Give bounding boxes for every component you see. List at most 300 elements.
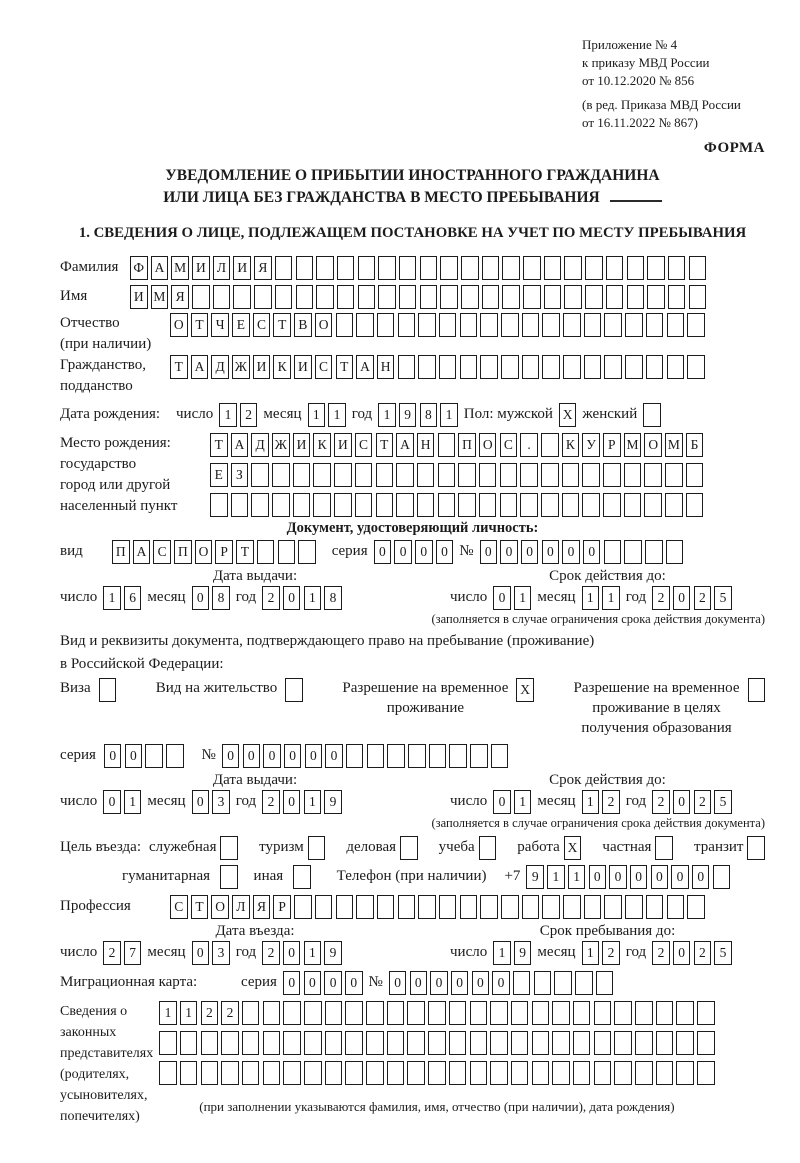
char-box[interactable]: 0	[125, 744, 143, 768]
char-box[interactable]	[594, 1061, 612, 1085]
char-box[interactable]	[747, 836, 765, 860]
char-box[interactable]	[697, 1031, 715, 1055]
char-box[interactable]	[604, 540, 622, 564]
char-box[interactable]	[647, 285, 665, 309]
char-box[interactable]: К	[562, 433, 580, 457]
char-box[interactable]: 1	[159, 1001, 177, 1025]
char-box[interactable]: 0	[589, 865, 607, 889]
char-box[interactable]	[502, 256, 520, 280]
char-box[interactable]	[220, 836, 238, 860]
char-box[interactable]	[748, 678, 766, 702]
char-box[interactable]: 0	[493, 790, 511, 814]
char-box[interactable]: 0	[283, 941, 301, 965]
char-box[interactable]	[304, 1061, 322, 1085]
char-box[interactable]	[398, 895, 416, 919]
char-box[interactable]	[482, 256, 500, 280]
char-box[interactable]	[667, 895, 685, 919]
char-box[interactable]	[563, 313, 581, 337]
char-box[interactable]: С	[500, 433, 518, 457]
char-box[interactable]	[334, 493, 352, 517]
char-box[interactable]	[584, 355, 602, 379]
char-box[interactable]	[645, 540, 663, 564]
char-box[interactable]: 0	[583, 540, 601, 564]
char-box[interactable]	[337, 256, 355, 280]
char-box[interactable]	[221, 1031, 239, 1055]
char-box[interactable]	[479, 493, 497, 517]
char-box[interactable]: 0	[436, 540, 454, 564]
char-box[interactable]	[544, 285, 562, 309]
char-box[interactable]	[439, 313, 457, 337]
char-box[interactable]: 0	[492, 971, 510, 995]
char-box[interactable]: 9	[324, 790, 342, 814]
char-box[interactable]	[334, 463, 352, 487]
char-box[interactable]	[308, 836, 326, 860]
char-box[interactable]	[180, 1061, 198, 1085]
char-box[interactable]	[520, 493, 538, 517]
char-box[interactable]: Е	[232, 313, 250, 337]
char-box[interactable]	[159, 1061, 177, 1085]
char-box[interactable]	[460, 895, 478, 919]
char-box[interactable]: 2	[103, 941, 121, 965]
char-box[interactable]	[573, 1031, 591, 1055]
char-box[interactable]	[458, 463, 476, 487]
char-box[interactable]	[166, 744, 184, 768]
char-box[interactable]	[490, 1061, 508, 1085]
char-box[interactable]	[490, 1031, 508, 1055]
char-box[interactable]	[584, 895, 602, 919]
char-box[interactable]	[594, 1031, 612, 1055]
char-box[interactable]: 2	[694, 586, 712, 610]
char-box[interactable]: 0	[103, 790, 121, 814]
char-box[interactable]	[563, 355, 581, 379]
char-box[interactable]: 9	[399, 403, 417, 427]
char-box[interactable]: 0	[104, 744, 122, 768]
char-box[interactable]: С	[170, 895, 188, 919]
char-box[interactable]	[242, 1031, 260, 1055]
char-box[interactable]: 0	[500, 540, 518, 564]
char-box[interactable]	[213, 285, 231, 309]
char-box[interactable]	[646, 313, 664, 337]
char-box[interactable]	[387, 1061, 405, 1085]
char-box[interactable]	[643, 403, 661, 427]
char-box[interactable]: И	[293, 433, 311, 457]
char-box[interactable]	[635, 1001, 653, 1025]
char-box[interactable]	[418, 313, 436, 337]
char-box[interactable]	[511, 1061, 529, 1085]
char-box[interactable]	[251, 493, 269, 517]
char-box[interactable]	[647, 256, 665, 280]
char-box[interactable]: И	[192, 256, 210, 280]
char-box[interactable]	[625, 313, 643, 337]
char-box[interactable]	[461, 285, 479, 309]
char-box[interactable]	[646, 355, 664, 379]
char-box[interactable]	[336, 895, 354, 919]
char-box[interactable]	[500, 493, 518, 517]
char-box[interactable]	[522, 313, 540, 337]
char-box[interactable]	[325, 1061, 343, 1085]
char-box[interactable]	[180, 1031, 198, 1055]
char-box[interactable]	[304, 1001, 322, 1025]
char-box[interactable]	[336, 313, 354, 337]
char-box[interactable]	[666, 540, 684, 564]
char-box[interactable]: X	[564, 836, 582, 860]
char-box[interactable]	[283, 1031, 301, 1055]
char-box[interactable]: Н	[377, 355, 395, 379]
char-box[interactable]: О	[195, 540, 213, 564]
char-box[interactable]: 3	[212, 941, 230, 965]
char-box[interactable]: 0	[345, 971, 363, 995]
char-box[interactable]	[562, 463, 580, 487]
char-box[interactable]	[480, 895, 498, 919]
char-box[interactable]	[562, 493, 580, 517]
char-box[interactable]: 1	[304, 586, 322, 610]
char-box[interactable]	[377, 313, 395, 337]
char-box[interactable]	[449, 744, 467, 768]
char-box[interactable]	[624, 493, 642, 517]
char-box[interactable]: 1	[582, 941, 600, 965]
char-box[interactable]: Т	[273, 313, 291, 337]
char-box[interactable]	[646, 895, 664, 919]
char-box[interactable]	[606, 256, 624, 280]
char-box[interactable]	[676, 1001, 694, 1025]
char-box[interactable]	[399, 285, 417, 309]
char-box[interactable]	[275, 256, 293, 280]
char-box[interactable]	[575, 971, 593, 995]
char-box[interactable]	[687, 895, 705, 919]
char-box[interactable]	[656, 1031, 674, 1055]
char-box[interactable]: 2	[694, 941, 712, 965]
char-box[interactable]	[502, 285, 520, 309]
char-box[interactable]	[313, 493, 331, 517]
char-box[interactable]	[355, 493, 373, 517]
char-box[interactable]	[337, 285, 355, 309]
char-box[interactable]	[554, 971, 572, 995]
char-box[interactable]: О	[170, 313, 188, 337]
char-box[interactable]: Т	[191, 313, 209, 337]
char-box[interactable]: Р	[215, 540, 233, 564]
char-box[interactable]: Т	[191, 895, 209, 919]
char-box[interactable]: М	[151, 285, 169, 309]
char-box[interactable]	[316, 256, 334, 280]
char-box[interactable]: А	[133, 540, 151, 564]
char-box[interactable]	[563, 895, 581, 919]
char-box[interactable]: М	[665, 433, 683, 457]
char-box[interactable]	[263, 1031, 281, 1055]
char-box[interactable]	[417, 493, 435, 517]
char-box[interactable]	[293, 493, 311, 517]
char-box[interactable]: 0	[493, 586, 511, 610]
char-box[interactable]	[272, 463, 290, 487]
char-box[interactable]: К	[273, 355, 291, 379]
char-box[interactable]	[667, 313, 685, 337]
char-box[interactable]: 1	[103, 586, 121, 610]
char-box[interactable]	[552, 1031, 570, 1055]
char-box[interactable]	[585, 256, 603, 280]
char-box[interactable]	[275, 285, 293, 309]
char-box[interactable]	[482, 285, 500, 309]
char-box[interactable]: В	[294, 313, 312, 337]
char-box[interactable]: У	[582, 433, 600, 457]
char-box[interactable]	[676, 1031, 694, 1055]
char-box[interactable]: 0	[609, 865, 627, 889]
char-box[interactable]	[242, 1061, 260, 1085]
char-box[interactable]: 1	[440, 403, 458, 427]
char-box[interactable]: 0	[324, 971, 342, 995]
char-box[interactable]: 0	[284, 744, 302, 768]
char-box[interactable]	[396, 463, 414, 487]
char-box[interactable]	[438, 433, 456, 457]
char-box[interactable]: А	[396, 433, 414, 457]
char-box[interactable]	[440, 256, 458, 280]
char-box[interactable]	[263, 1061, 281, 1085]
char-box[interactable]	[428, 1031, 446, 1055]
char-box[interactable]	[315, 895, 333, 919]
char-box[interactable]	[541, 433, 559, 457]
char-box[interactable]: Я	[254, 256, 272, 280]
char-box[interactable]: 9	[514, 941, 532, 965]
char-box[interactable]: О	[211, 895, 229, 919]
char-box[interactable]	[460, 355, 478, 379]
char-box[interactable]: 1	[180, 1001, 198, 1025]
char-box[interactable]: С	[153, 540, 171, 564]
char-box[interactable]: 8	[324, 586, 342, 610]
char-box[interactable]	[420, 256, 438, 280]
char-box[interactable]: 0	[630, 865, 648, 889]
char-box[interactable]	[627, 285, 645, 309]
char-box[interactable]	[585, 285, 603, 309]
char-box[interactable]: X	[516, 678, 534, 702]
char-box[interactable]: Ж	[272, 433, 290, 457]
char-box[interactable]	[439, 895, 457, 919]
char-box[interactable]	[378, 256, 396, 280]
char-box[interactable]	[604, 895, 622, 919]
char-box[interactable]	[407, 1001, 425, 1025]
char-box[interactable]	[242, 1001, 260, 1025]
char-box[interactable]	[145, 744, 163, 768]
char-box[interactable]: 5	[714, 941, 732, 965]
char-box[interactable]: 0	[671, 865, 689, 889]
char-box[interactable]: С	[253, 313, 271, 337]
char-box[interactable]	[449, 1061, 467, 1085]
char-box[interactable]	[263, 1001, 281, 1025]
char-box[interactable]: 7	[124, 941, 142, 965]
char-box[interactable]	[511, 1001, 529, 1025]
char-box[interactable]	[293, 463, 311, 487]
char-box[interactable]: Л	[232, 895, 250, 919]
char-box[interactable]: 5	[714, 586, 732, 610]
char-box[interactable]	[627, 256, 645, 280]
char-box[interactable]: X	[559, 403, 577, 427]
char-box[interactable]	[501, 895, 519, 919]
char-box[interactable]: 2	[240, 403, 258, 427]
char-box[interactable]	[522, 355, 540, 379]
char-box[interactable]	[667, 355, 685, 379]
char-box[interactable]	[523, 256, 541, 280]
char-box[interactable]	[604, 313, 622, 337]
char-box[interactable]: 6	[124, 586, 142, 610]
char-box[interactable]	[573, 1061, 591, 1085]
char-box[interactable]	[687, 355, 705, 379]
char-box[interactable]: 1	[124, 790, 142, 814]
char-box[interactable]: 1	[582, 586, 600, 610]
char-box[interactable]: С	[355, 433, 373, 457]
char-box[interactable]	[594, 1001, 612, 1025]
char-box[interactable]	[542, 895, 560, 919]
char-box[interactable]	[304, 1031, 322, 1055]
char-box[interactable]	[582, 493, 600, 517]
char-box[interactable]	[501, 355, 519, 379]
char-box[interactable]	[345, 1061, 363, 1085]
char-box[interactable]: Я	[253, 895, 271, 919]
char-box[interactable]	[428, 1061, 446, 1085]
char-box[interactable]: Е	[210, 463, 228, 487]
char-box[interactable]: Б	[686, 433, 704, 457]
char-box[interactable]	[316, 285, 334, 309]
char-box[interactable]: 2	[602, 790, 620, 814]
char-box[interactable]	[665, 463, 683, 487]
char-box[interactable]: 0	[374, 540, 392, 564]
char-box[interactable]	[491, 744, 509, 768]
char-box[interactable]: И	[253, 355, 271, 379]
char-box[interactable]: 0	[542, 540, 560, 564]
char-box[interactable]	[251, 463, 269, 487]
char-box[interactable]: П	[458, 433, 476, 457]
char-box[interactable]: Ж	[232, 355, 250, 379]
char-box[interactable]: З	[231, 463, 249, 487]
char-box[interactable]	[656, 1001, 674, 1025]
char-box[interactable]: 0	[283, 586, 301, 610]
char-box[interactable]: И	[294, 355, 312, 379]
char-box[interactable]: А	[231, 433, 249, 457]
char-box[interactable]: 0	[480, 540, 498, 564]
char-box[interactable]	[665, 493, 683, 517]
char-box[interactable]: 8	[212, 586, 230, 610]
char-box[interactable]: О	[644, 433, 662, 457]
char-box[interactable]	[346, 744, 364, 768]
char-box[interactable]	[655, 836, 673, 860]
char-box[interactable]	[534, 971, 552, 995]
char-box[interactable]: 0	[410, 971, 428, 995]
char-box[interactable]	[407, 1061, 425, 1085]
char-box[interactable]: М	[624, 433, 642, 457]
char-box[interactable]	[544, 256, 562, 280]
char-box[interactable]	[272, 493, 290, 517]
char-box[interactable]: 0	[521, 540, 539, 564]
char-box[interactable]	[460, 313, 478, 337]
char-box[interactable]	[325, 1001, 343, 1025]
char-box[interactable]: 0	[562, 540, 580, 564]
char-box[interactable]	[614, 1031, 632, 1055]
char-box[interactable]	[470, 1001, 488, 1025]
char-box[interactable]	[278, 540, 296, 564]
char-box[interactable]: 1	[304, 941, 322, 965]
char-box[interactable]	[399, 256, 417, 280]
char-box[interactable]	[676, 1061, 694, 1085]
char-box[interactable]	[582, 463, 600, 487]
char-box[interactable]	[596, 971, 614, 995]
char-box[interactable]	[429, 744, 447, 768]
char-box[interactable]	[470, 1031, 488, 1055]
char-box[interactable]	[689, 256, 707, 280]
char-box[interactable]	[294, 895, 312, 919]
char-box[interactable]: 0	[283, 971, 301, 995]
char-box[interactable]	[356, 313, 374, 337]
char-box[interactable]	[283, 1001, 301, 1025]
char-box[interactable]: Р	[273, 895, 291, 919]
char-box[interactable]	[656, 1061, 674, 1085]
char-box[interactable]: О	[479, 433, 497, 457]
char-box[interactable]	[479, 463, 497, 487]
char-box[interactable]: 1	[328, 403, 346, 427]
char-box[interactable]	[480, 355, 498, 379]
char-box[interactable]	[439, 355, 457, 379]
char-box[interactable]	[257, 540, 275, 564]
char-box[interactable]: 1	[304, 790, 322, 814]
char-box[interactable]	[624, 463, 642, 487]
char-box[interactable]	[604, 355, 622, 379]
char-box[interactable]: 2	[262, 586, 280, 610]
char-box[interactable]: 0	[263, 744, 281, 768]
char-box[interactable]	[358, 285, 376, 309]
char-box[interactable]	[564, 285, 582, 309]
char-box[interactable]	[542, 355, 560, 379]
char-box[interactable]	[697, 1001, 715, 1025]
char-box[interactable]: 9	[324, 941, 342, 965]
char-box[interactable]	[606, 285, 624, 309]
char-box[interactable]: 0	[673, 586, 691, 610]
char-box[interactable]: И	[233, 256, 251, 280]
char-box[interactable]	[387, 1001, 405, 1025]
char-box[interactable]: Д	[211, 355, 229, 379]
char-box[interactable]: 8	[420, 403, 438, 427]
char-box[interactable]	[366, 1061, 384, 1085]
char-box[interactable]	[99, 678, 117, 702]
char-box[interactable]	[387, 1031, 405, 1055]
char-box[interactable]	[201, 1061, 219, 1085]
char-box[interactable]: Р	[603, 433, 621, 457]
char-box[interactable]	[220, 865, 238, 889]
char-box[interactable]	[408, 744, 426, 768]
char-box[interactable]: Ф	[130, 256, 148, 280]
char-box[interactable]: 2	[694, 790, 712, 814]
char-box[interactable]: Т	[170, 355, 188, 379]
char-box[interactable]	[325, 1031, 343, 1055]
char-box[interactable]	[407, 1031, 425, 1055]
char-box[interactable]: 2	[221, 1001, 239, 1025]
char-box[interactable]	[458, 493, 476, 517]
char-box[interactable]: А	[191, 355, 209, 379]
char-box[interactable]: 5	[714, 790, 732, 814]
char-box[interactable]: 1	[378, 403, 396, 427]
char-box[interactable]: 3	[212, 790, 230, 814]
char-box[interactable]: И	[130, 285, 148, 309]
char-box[interactable]	[356, 895, 374, 919]
char-box[interactable]: О	[315, 313, 333, 337]
char-box[interactable]: 1	[219, 403, 237, 427]
char-box[interactable]: Д	[251, 433, 269, 457]
char-box[interactable]	[552, 1061, 570, 1085]
char-box[interactable]: 1	[547, 865, 565, 889]
char-box[interactable]	[573, 1001, 591, 1025]
char-box[interactable]: П	[112, 540, 130, 564]
char-box[interactable]	[396, 493, 414, 517]
char-box[interactable]: С	[315, 355, 333, 379]
char-box[interactable]	[541, 493, 559, 517]
char-box[interactable]: 2	[262, 941, 280, 965]
char-box[interactable]: 9	[526, 865, 544, 889]
char-box[interactable]: 1	[602, 586, 620, 610]
char-box[interactable]	[686, 493, 704, 517]
